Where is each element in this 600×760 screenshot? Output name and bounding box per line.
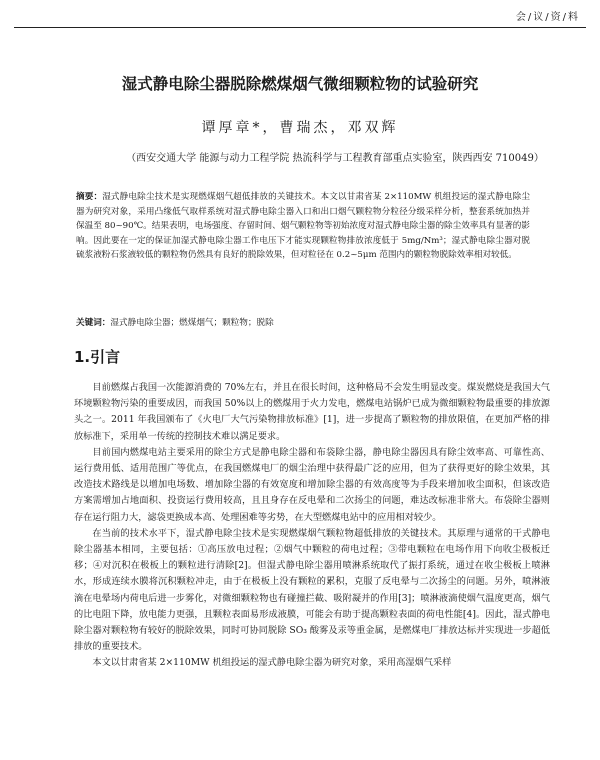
paragraph: 在当前的技术水平下，湿式静电除尘技术是实现燃煤烟气颗粒物超低排放的关键技术。其原理与通常的干式静电除尘器基本相同，主要包括：①高压放电过程；②烟气中颗粒的荷电过程；③带电颗粒在电场作用下向收尘极板迁移；④对沉积在极板上的颗粒进行清除[2]。但湿式静电除尘器用喷淋系统取代了振打系统，通过在收尘极板上喷淋水，形成连续水膜将沉积颗粒冲走，由于在极板上没有颗粒的累积，克服了反电晕与二次扬尘的问题。另外，喷淋液滴在电晕场内荷电后进一步雾化，对微细颗粒物也有碰撞拦截、吸附凝并的作用[3]；喷淋液滴使烟气温度更高，烟气的比电阻下降，放电能力更强，且颗粒表面易形成液膜，可能会有助于提高颗粒表面的荷电性能[4]。因此，湿式静电除尘器对颗粒物有较好的脱除效果，同时可协同脱除 SO₃ 酸雾及汞等重金属，是燃煤电厂排放达标并实现进一步超低排放的重要技术。 [74,527,550,653]
paragraph: 目前国内燃煤电站主要采用的除尘方式是静电除尘器和布袋除尘器，静电除尘器因具有除尘效率高、可靠性高、运行费用低、适用范围广等优点，在我国燃煤电厂的烟尘治理中获得最广泛的应用，但为了获得更好的除尘效果，其改造技术路线是以增加电场数、增加除尘器的有效宽度和增加除尘器的有效高度等为手段来增加收尘面积，但该改造方案需增加占地面积、投资运行费用较高，且且身存在反电晕和二次扬尘的问题，难达改标准非常大。布袋除尘器则存在运行阻力大，滤袋更换成本高、处理困难等劣势，在大型燃煤电站中的应用相对较少。 [74,446,550,523]
header-divider [14,27,586,28]
paragraph: 本文以甘肃省某 2×110MW 机组投运的湿式静电除尘器为研究对象，采用高湿烟气采样 [92,657,452,669]
author-affiliation: （西安交通大学 能源与动力工程学院 热流科学与工程教育部重点实验室，陕西西安 710049） [126,153,544,164]
abstract [76,190,530,263]
paper-title: 湿式静电除尘器脱除燃煤烟气微细颗粒物的试验研究 [121,75,479,93]
paragraph: 目前燃煤占我国一次能源消费的 70%左右，并且在很长时间，这种格局不会发生明显改变。煤炭燃烧是我国大气环境颗粒物污染的重要成因，而我国 50%以上的燃煤用于火力发电，燃煤电站锅炉已成为微细颗粒物最重要的排放源头之一。2011 年我国颁布了《火电厂大气污染物排放标准》[1]，进一步提高了颗粒物的排放限值，在更加严格的排放标准下，采用单一传统的控制技术难以满足要求。 [74,382,550,442]
abstract-text: 湿式静电除尘技术是实现燃煤烟气超低排放的关键技术。本文以甘肃省某 2×110MW 机组投运的湿式静电除尘器为研究对象，采用凸缘低气取样系统对湿式静电除尘器入口和出口烟气颗粒物分粒径分级采样分析，整套系统加热并保温至 80~90℃。结果表明，电场强度、存留时间、烟气颗粒物等初始浓度对湿式静电除尘器的除尘效率具有显著的影响。因此要在一定的保证加湿式静电除尘器工作电压下才能实现颗粒物排放浓度低于 5mg/Nm³；湿式静电除尘器对脱硫浆液粉石浆液较低的颗粒物仍然具有良好的脱除效果，但对粒径在 0.2~5μm 范围内的颗粒物脱除效率相对较低。 [76,192,530,260]
keywords-text: 湿式静电除尘器；燃煤烟气；颗粒物；脱除 [110,318,274,328]
section-tag: 会/议/资/料 [515,12,580,23]
abstract-label: 摘要： [76,192,103,202]
section-heading-introduction: 1.引言 [74,348,121,366]
keywords-label: 关键词： [76,318,111,328]
introduction-body [74,380,550,672]
author-list: 谭厚章*，曹瑞杰，邓双辉 [201,120,399,136]
keywords [76,316,530,328]
